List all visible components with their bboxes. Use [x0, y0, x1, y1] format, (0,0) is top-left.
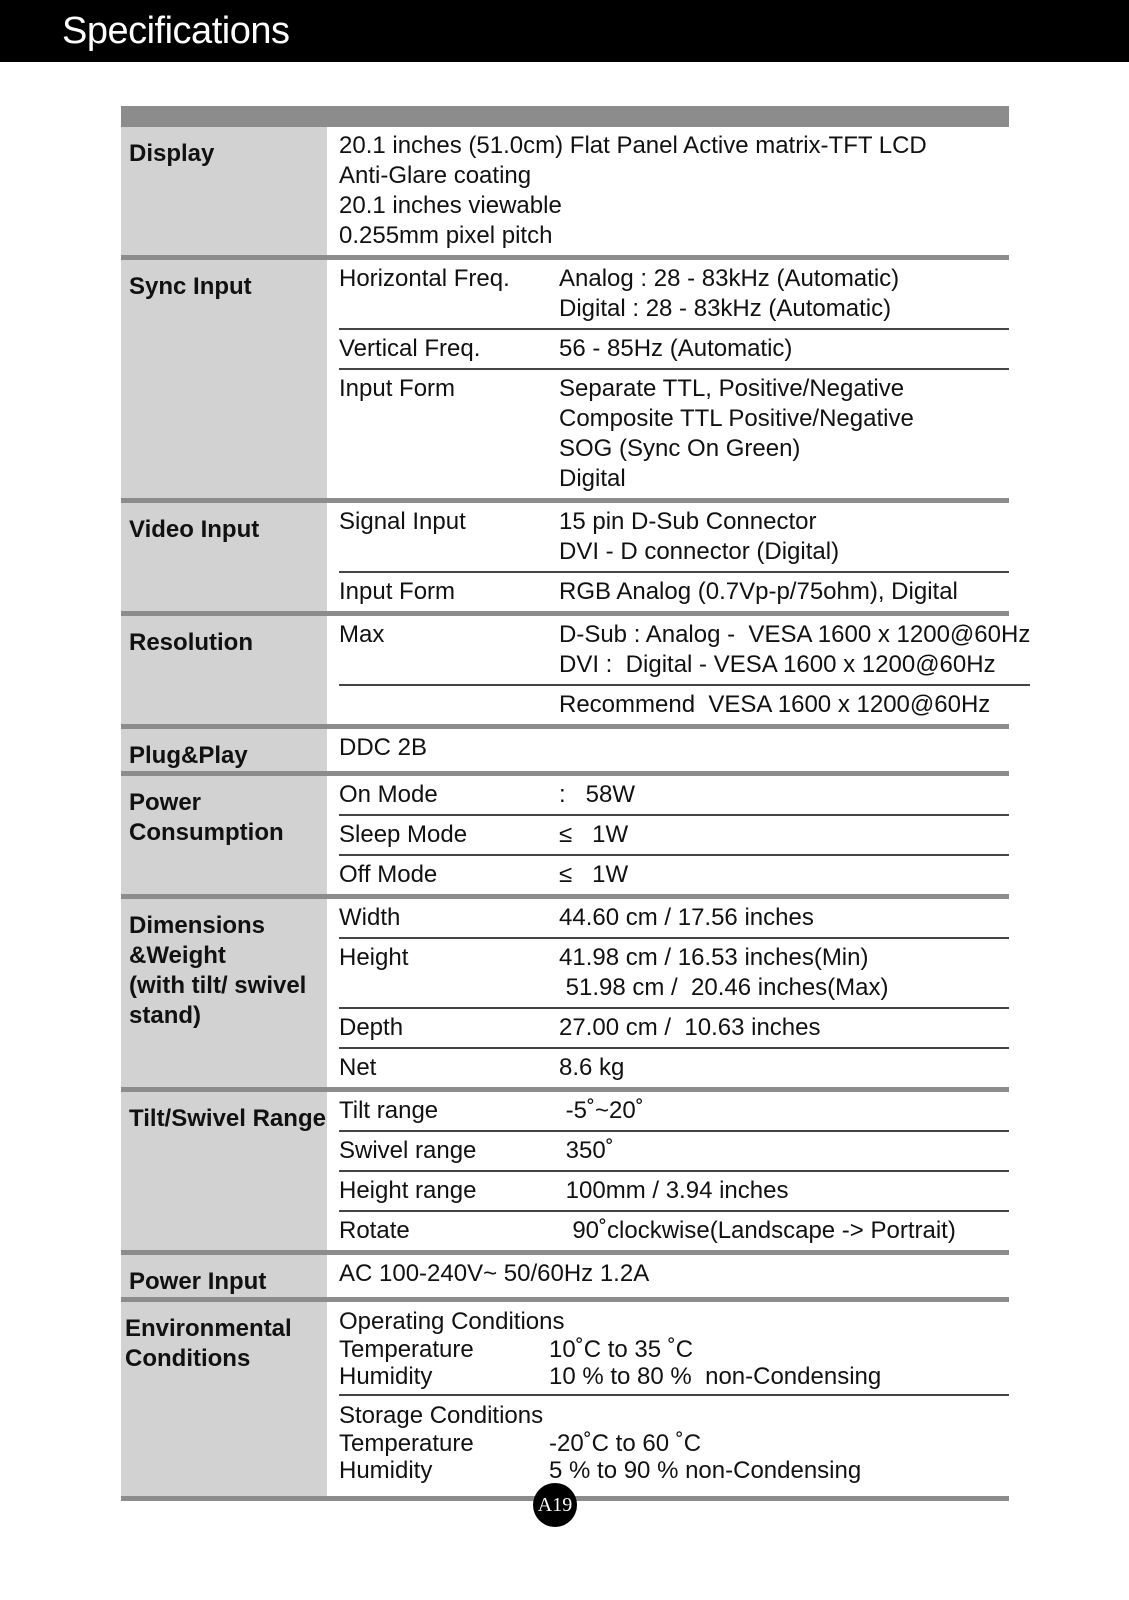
spec-row-values — [559, 780, 1009, 810]
spec-row-values — [559, 507, 1009, 567]
section-content — [327, 899, 1009, 1087]
spec-row — [339, 1049, 1009, 1087]
spec-value: DVI - D connector (Digital) — [559, 538, 840, 565]
spec-row-values — [559, 264, 1009, 324]
spec-row-values — [559, 1176, 1009, 1206]
spec-row-values — [559, 860, 1009, 890]
section-label: Sync Input — [129, 273, 252, 300]
spec-row-values — [559, 1136, 1009, 1166]
spec-row — [339, 573, 1009, 611]
spec-value: 0.255mm pixel pitch — [339, 222, 553, 249]
spec-value: Analog : 28 - 83kHz (Automatic) — [559, 265, 900, 292]
spec-sections — [121, 127, 1031, 1302]
storage-conditions-heading: Storage Conditions — [339, 1402, 544, 1429]
spec-row-values — [559, 820, 1009, 850]
section-environmental — [121, 1302, 1009, 1501]
section-label: Video Input — [129, 516, 260, 543]
env-row-value: -20˚C to 60 ˚C — [549, 1430, 702, 1457]
section-label-cell — [121, 776, 327, 894]
spec-section — [121, 127, 1009, 260]
section-label-cell — [121, 616, 327, 724]
section-label-cell — [121, 1302, 327, 1496]
spec-row-name: Sleep Mode — [339, 821, 468, 848]
spec-row — [339, 330, 1009, 370]
spec-row — [339, 776, 1009, 816]
spec-row-values — [559, 1053, 1009, 1083]
spec-row-name: DDC 2B — [339, 734, 428, 761]
spec-row — [339, 260, 1009, 330]
env-row-name: Humidity — [339, 1363, 433, 1390]
spec-section — [121, 1092, 1009, 1255]
env-row-name: Temperature — [339, 1336, 474, 1363]
spec-section — [121, 776, 1009, 899]
spec-row — [339, 1132, 1009, 1172]
section-label: Resolution — [129, 629, 253, 656]
env-row — [339, 1336, 1009, 1363]
spec-value: 56 - 85Hz (Automatic) — [559, 335, 793, 362]
spec-row — [339, 1255, 1009, 1293]
spec-value: 41.98 cm / 16.53 inches(Min) — [559, 944, 869, 971]
spec-value: Digital : 28 - 83kHz (Automatic) — [559, 295, 892, 322]
storage-conditions-block — [339, 1396, 1009, 1496]
section-content — [327, 260, 1009, 498]
spec-value: RGB Analog (0.7Vp-p/75ohm), Digital — [559, 578, 958, 605]
spec-row — [339, 1172, 1009, 1212]
spec-section — [121, 729, 1009, 776]
spec-row-name — [339, 690, 559, 720]
spec-row — [339, 1092, 1009, 1132]
section-content — [327, 1302, 1009, 1496]
spec-row-name: Width — [339, 904, 401, 931]
spec-row-name: Signal Input — [339, 508, 466, 535]
spec-row-values — [559, 620, 1030, 680]
section-label: Plug&Play — [129, 742, 248, 769]
spec-value: 8.6 kg — [559, 1054, 625, 1081]
spec-value: 100mm / 3.94 inches — [559, 1177, 789, 1204]
env-row-name: Temperature — [339, 1430, 474, 1457]
section-content — [327, 503, 1009, 611]
spec-section — [121, 503, 1009, 616]
spec-value: ≤ 1W — [559, 861, 629, 888]
section-label-cell — [121, 260, 327, 498]
env-row-value: 10˚C to 35 ˚C — [549, 1336, 694, 1363]
spec-row-name: Height range — [339, 1177, 477, 1204]
spec-value: 90˚clockwise(Landscape -> Portrait) — [559, 1217, 956, 1244]
section-label-cell — [121, 899, 327, 1087]
spec-value: 15 pin D-Sub Connector — [559, 508, 817, 535]
section-content — [327, 1255, 1009, 1297]
spec-value: D-Sub : Analog - VESA 1600 x 1200@60Hz — [559, 621, 1031, 648]
operating-conditions-block — [339, 1302, 1009, 1396]
operating-conditions-heading: Operating Conditions — [339, 1308, 565, 1335]
spec-row-values — [339, 131, 1009, 251]
section-content — [327, 127, 1009, 255]
env-row-value: 10 % to 80 % non-Condensing — [549, 1363, 882, 1390]
spec-row-name: On Mode — [339, 781, 438, 808]
spec-section — [121, 1255, 1009, 1302]
page-header — [0, 0, 1129, 62]
spec-row — [339, 1212, 1009, 1250]
section-label-cell — [121, 729, 327, 771]
spec-row-name: Net — [339, 1054, 377, 1081]
spec-row-name: Height — [339, 944, 409, 971]
spec-value: Digital — [559, 465, 626, 492]
spec-row-name: Input Form — [339, 578, 456, 605]
spec-value: : 58W — [559, 781, 636, 808]
spec-value: 27.00 cm / 10.63 inches — [559, 1014, 821, 1041]
spec-value: 51.98 cm / 20.46 inches(Max) — [559, 974, 889, 1001]
spec-section — [121, 616, 1031, 729]
spec-row-name: Vertical Freq. — [339, 335, 481, 362]
section-label-cell — [121, 1255, 327, 1297]
section-label-cell — [121, 1092, 327, 1250]
spec-row — [339, 899, 1009, 939]
spec-row-name: Off Mode — [339, 861, 438, 888]
section-label: Environmental Conditions — [125, 1315, 292, 1372]
spec-row-values — [559, 334, 1009, 364]
section-label: Tilt/Swivel Range — [129, 1105, 326, 1132]
section-label: Dimensions &Weight (with tilt/ swivel stand) — [129, 912, 307, 1029]
spec-row — [339, 616, 1030, 686]
spec-row — [339, 816, 1009, 856]
spec-row — [339, 729, 1009, 767]
spec-value: SOG (Sync On Green) — [559, 435, 801, 462]
spec-value: Separate TTL, Positive/Negative — [559, 375, 905, 402]
spec-value: Composite TTL Positive/Negative — [559, 405, 914, 432]
section-label: Display — [129, 140, 215, 167]
section-label: Power Consumption — [129, 789, 284, 846]
spec-value: Anti-Glare coating — [339, 162, 532, 189]
spec-row — [339, 1009, 1009, 1049]
spec-row-name: Tilt range — [339, 1097, 439, 1124]
spec-section — [121, 899, 1009, 1092]
spec-row-name: Input Form — [339, 375, 456, 402]
spec-section — [121, 260, 1009, 503]
section-content — [327, 616, 1030, 724]
spec-row-values — [559, 943, 1009, 1003]
spec-value: 44.60 cm / 17.56 inches — [559, 904, 814, 931]
spec-row-values — [559, 1013, 1009, 1043]
env-row-name: Humidity — [339, 1457, 433, 1484]
spec-row-name: AC 100-240V~ 50/60Hz 1.2A — [339, 1260, 650, 1287]
spec-row-name: Rotate — [339, 1217, 410, 1244]
spec-value: 20.1 inches viewable — [339, 192, 562, 219]
spec-row-values — [559, 1216, 1009, 1246]
section-label-cell — [121, 503, 327, 611]
spec-row-values — [559, 1096, 1009, 1126]
page-title: Specifications — [62, 10, 290, 52]
spec-row-name: Swivel range — [339, 1137, 477, 1164]
spec-row-name: Max — [339, 621, 385, 648]
spec-row-values — [559, 690, 1030, 720]
spec-row-values — [559, 577, 1009, 607]
env-row — [339, 1430, 1009, 1457]
spec-row — [339, 503, 1009, 573]
spec-row-name: Horizontal Freq. — [339, 265, 510, 292]
spec-table — [121, 106, 1031, 1501]
spec-value: DVI : Digital - VESA 1600 x 1200@60Hz — [559, 651, 996, 678]
spec-row — [339, 127, 1009, 255]
spec-row-values — [559, 374, 1009, 494]
spec-value: ≤ 1W — [559, 821, 629, 848]
env-row — [339, 1457, 1009, 1484]
spec-row — [339, 856, 1009, 894]
spec-row — [339, 939, 1009, 1009]
env-row-value: 5 % to 90 % non-Condensing — [549, 1457, 862, 1484]
spec-value: -5˚~20˚ — [559, 1097, 644, 1124]
section-content — [327, 729, 1009, 771]
spec-row — [339, 370, 1009, 498]
env-row — [339, 1363, 1009, 1390]
spec-value: 350˚ — [559, 1137, 614, 1164]
spec-row — [339, 686, 1030, 724]
spec-row-name: Depth — [339, 1014, 404, 1041]
spec-row-values — [559, 903, 1009, 933]
spec-value: 20.1 inches (51.0cm) Flat Panel Active matrix-TFT LCD — [339, 132, 927, 159]
section-label: Power Input — [129, 1268, 267, 1295]
section-content — [327, 1092, 1009, 1250]
section-content — [327, 776, 1009, 894]
table-top-bar — [121, 106, 1009, 127]
spec-value: Recommend VESA 1600 x 1200@60Hz — [559, 691, 991, 718]
page-number-badge: A19 — [533, 1483, 577, 1527]
section-label-cell — [121, 127, 327, 255]
